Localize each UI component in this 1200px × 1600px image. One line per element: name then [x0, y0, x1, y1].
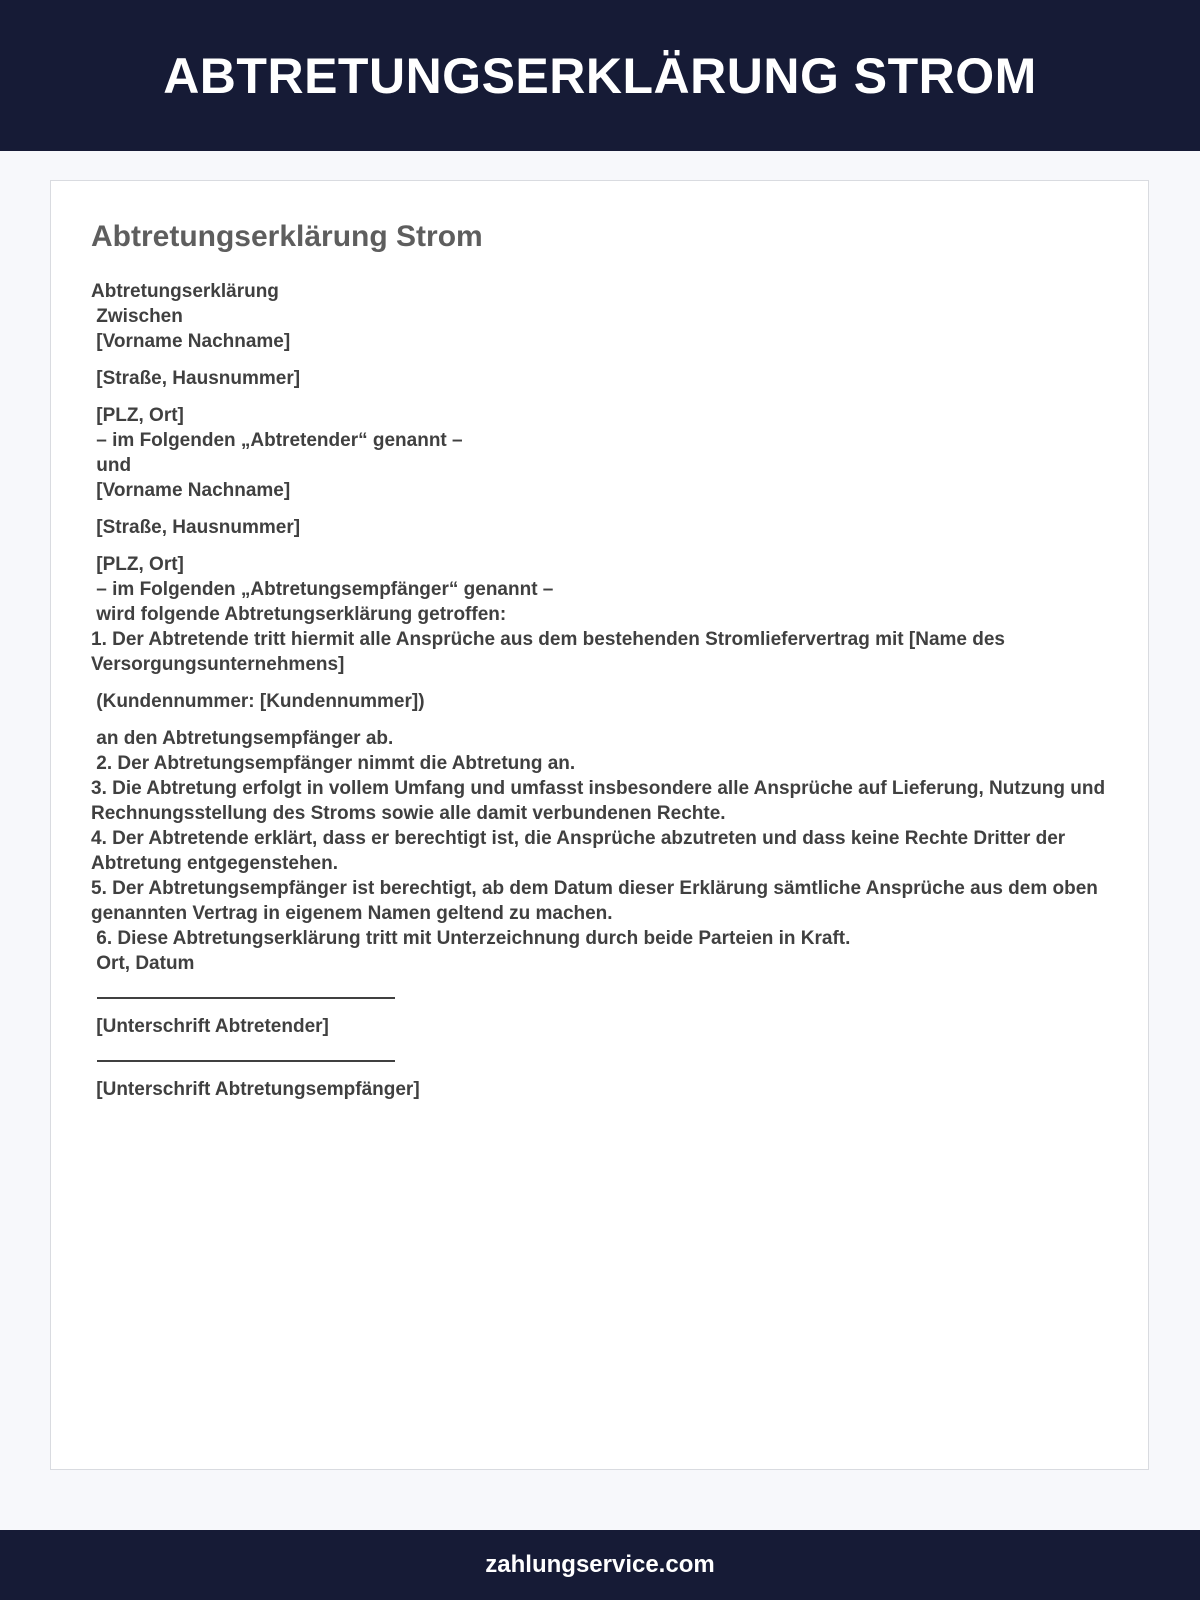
clause-4: 4. Der Abtretende erklärt, dass er berechtigt ist, die Ansprüche abzutreten und dass keine Rechte Dritter der Abtretung entgegenstehen. [91, 828, 1070, 874]
heading-line: Abtretungserklärung [91, 281, 279, 302]
header-title: ABTRETUNGSERKLÄRUNG STROM [163, 47, 1037, 104]
between-line: Zwischen [91, 306, 183, 327]
clause-2: 2. Der Abtretungsempfänger nimmt die Abtretung an. [91, 753, 576, 774]
document-content [91, 219, 1111, 1102]
clause-5: 5. Der Abtretungsempfänger ist berechtigt, ab dem Datum dieser Erklärung sämtliche Ansprüche aus dem oben genannten Vertrag in eigenem Namen geltend zu machen. [91, 878, 1104, 924]
assignor-city: [PLZ, Ort] [91, 405, 184, 426]
document-title: Abtretungserklärung Strom [91, 220, 483, 253]
assignee-city: [PLZ, Ort] [91, 554, 184, 575]
clause-1-end: an den Abtretungsempfänger ab. [91, 728, 394, 749]
document-body [91, 279, 1111, 1102]
assignor-name: [Vorname Nachname] [91, 331, 291, 352]
clause-1: 1. Der Abtretende tritt hiermit alle Ansprüche aus dem bestehenden Stromliefervertrag mit [Name des Versorgungsunternehmens] [91, 629, 1011, 675]
clause-3: 3. Die Abtretung erfolgt in vollem Umfang und umfasst insbesondere alle Ansprüche auf Lieferung, Nutzung und Rechnungsstellung des Stroms sowie alle damit verbundenen Rechte. [91, 778, 1111, 824]
document-card [50, 180, 1149, 1470]
assignor-street: [Straße, Hausnummer] [91, 368, 301, 389]
signature-label-assignee: [Unterschrift Abtretungsempfänger] [91, 1079, 420, 1100]
place-date-line: Ort, Datum [91, 953, 195, 974]
signature-line-assignor [97, 997, 395, 999]
and-line: und [91, 455, 132, 476]
header-banner [0, 0, 1200, 151]
signature-line-assignee [97, 1060, 395, 1062]
assignor-role-line: – im Folgenden „Abtretender“ genannt – [91, 430, 463, 451]
assignee-street: [Straße, Hausnummer] [91, 517, 301, 538]
footer-site-name: zahlungservice.com [485, 1551, 715, 1578]
footer-banner [0, 1530, 1200, 1600]
customer-number-line: (Kundennummer: [Kundennummer]) [91, 691, 425, 712]
signature-label-assignor: [Unterschrift Abtretender] [91, 1016, 329, 1037]
assignee-role-line: – im Folgenden „Abtretungsempfänger“ genannt – [91, 579, 554, 600]
assignee-name: [Vorname Nachname] [91, 480, 291, 501]
intro-line: wird folgende Abtretungserklärung getroffen: [91, 604, 507, 625]
clause-6: 6. Diese Abtretungserklärung tritt mit Unterzeichnung durch beide Parteien in Kraft. [91, 928, 851, 949]
